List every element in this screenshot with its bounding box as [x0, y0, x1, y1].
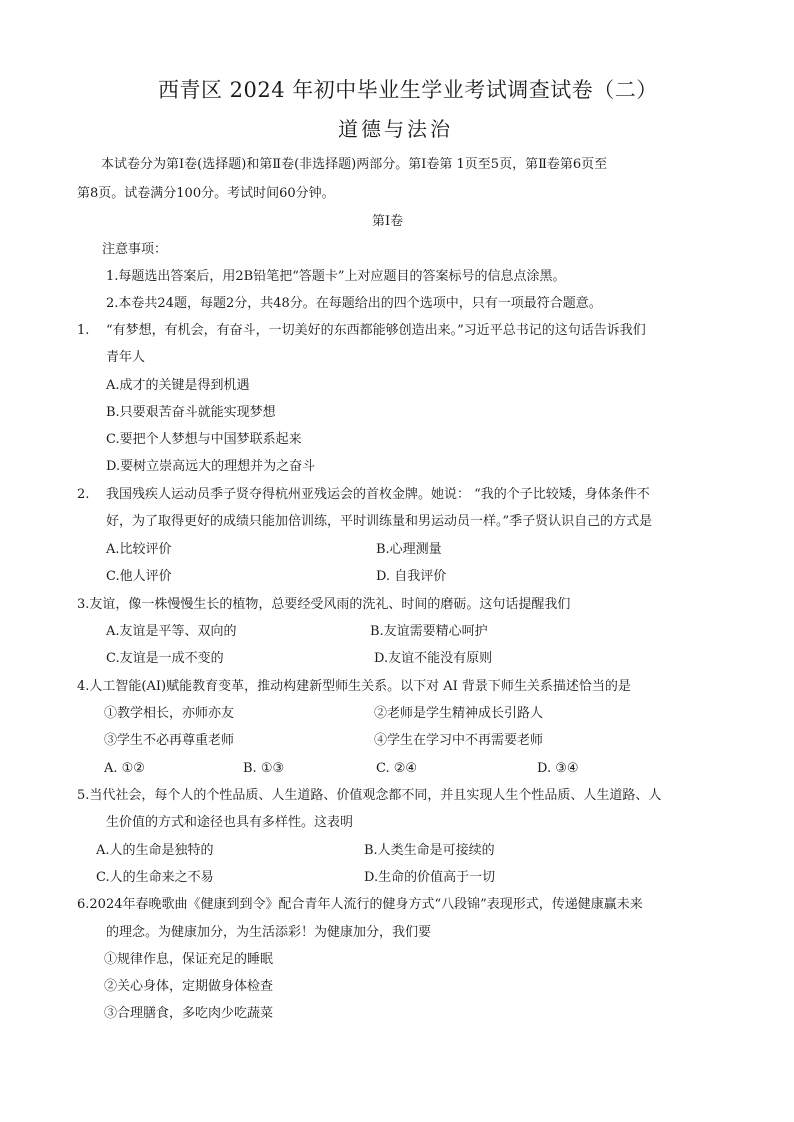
question-2-stem-line-1: 我国残疾人运动员季子贤夺得杭州亚残运会的首枚金牌。她说： “我的个子比较矮，身体条件不: [106, 487, 650, 502]
question-4-statement-4: ④学生在学习中不再需要老师: [374, 733, 544, 748]
question-1-option-a: A.成才的关键是得到机遇: [106, 378, 250, 393]
question-6-statement-2: ②关心身体，定期做身体检查: [104, 979, 274, 994]
question-5-stem-line-1: 5.当代社会，每个人的个性品质、人生道路、价值观念都不同，并且实现人生个性品质、人生道路、人: [77, 788, 662, 803]
question-6-statement-3: ③合理膳食，多吃肉少吃蔬菜: [104, 1006, 274, 1021]
question-2-option-b: B.心理测量: [376, 542, 442, 557]
question-2-option-a: A.比较评价: [106, 542, 172, 557]
question-6-stem-line-1: 6.2024年春晚歌曲《健康到到令》配合青年人流行的健身方式“八段锦”表现形式，传递健康赢未来: [77, 897, 643, 912]
question-1-stem-line-2: 青年人: [106, 350, 146, 365]
question-1-option-b: B.只要艰苦奋斗就能实现梦想: [106, 405, 276, 420]
question-2-stem-line-2: 好，为了取得更好的成绩只能加倍训练，平时训练量和男运动员一样。”季子贤认识自己的方式是: [106, 514, 653, 529]
question-2-option-c: C.他人评价: [106, 569, 172, 584]
question-4-option-c: C. ②④: [376, 761, 418, 776]
question-4-option-b: B. ①③: [243, 761, 285, 776]
intro-line-2: 第8页。试卷满分100分。考试时间60分钟。: [77, 186, 335, 201]
question-3-option-c: C.友谊是一成不变的: [106, 651, 224, 666]
question-5-stem-line-2: 生价值的方式和途径也具有多样性。这表明: [106, 815, 354, 830]
question-1-number: 1.: [77, 323, 90, 338]
question-3-option-b: B.友谊需要精心呵护: [370, 624, 488, 639]
question-1-option-d: D.要树立崇高远大的理想并为之奋斗: [106, 459, 316, 474]
question-5-option-c: C.人的生命来之不易: [96, 870, 214, 885]
question-4-option-a: A. ①②: [104, 761, 145, 776]
question-3-option-a: A.友谊是平等、双向的: [106, 624, 237, 639]
question-3-stem: 3.友谊，像一株慢慢生长的植物，总要经受风雨的洗礼、时间的磨砺。这句话提醒我们: [77, 597, 571, 612]
question-4-stem: 4.人工智能(AI)赋能教育变革，推动构建新型师生关系。以下对 AI 背景下师生关系描述恰当的是: [77, 679, 631, 694]
question-4-option-d: D. ③④: [537, 761, 579, 776]
note-item-2: 2.本卷共24题，每题2分，共48分。在每题给出的四个选项中，只有一项最符合题意。: [106, 296, 602, 311]
question-5-option-d: D.生命的价值高于一切: [364, 870, 496, 885]
question-5-option-a: A.人的生命是独特的: [96, 843, 214, 858]
question-1-stem-line-1: “有梦想，有机会，有奋斗，一切美好的东西都能够创造出来。”习近平总书记的这句话告诉我们: [106, 323, 646, 338]
notes-title: 注意事项：: [102, 242, 168, 257]
question-4-statement-2: ②老师是学生精神成长引路人: [374, 706, 544, 721]
question-6-statement-1: ①规律作息，保证充足的睡眠: [104, 952, 274, 967]
question-2-number: 2.: [77, 487, 90, 502]
question-4-statement-3: ③学生不必再尊重老师: [104, 733, 235, 748]
question-1-option-c: C.要把个人梦想与中国梦联系起来: [106, 432, 302, 447]
question-2-option-d: D. 自我评价: [376, 569, 447, 584]
question-3-option-d: D.友谊不能没有原则: [374, 651, 493, 666]
question-6-stem-line-2: 的理念。为健康加分，为生活添彩！为健康加分，我们要: [106, 925, 432, 940]
question-5-option-b: B.人类生命是可接续的: [364, 843, 495, 858]
section-heading: 第Ⅰ卷: [372, 214, 404, 229]
note-item-1: 1.每题选出答案后，用2B铅笔把“答题卡”上对应题目的答案标号的信息点涂黑。: [106, 269, 566, 284]
intro-line-1: 本试卷分为第Ⅰ卷(选择题)和第Ⅱ卷(非选择题)两部分。第Ⅰ卷第 1页至5页，第Ⅱ卷第6页至: [101, 157, 608, 172]
question-4-statement-1: ①教学相长，亦师亦友: [104, 706, 235, 721]
exam-title: 西青区 2024 年初中毕业生学业考试调查试卷（二）: [158, 78, 658, 102]
subject-title: 道德与法治: [338, 117, 453, 141]
